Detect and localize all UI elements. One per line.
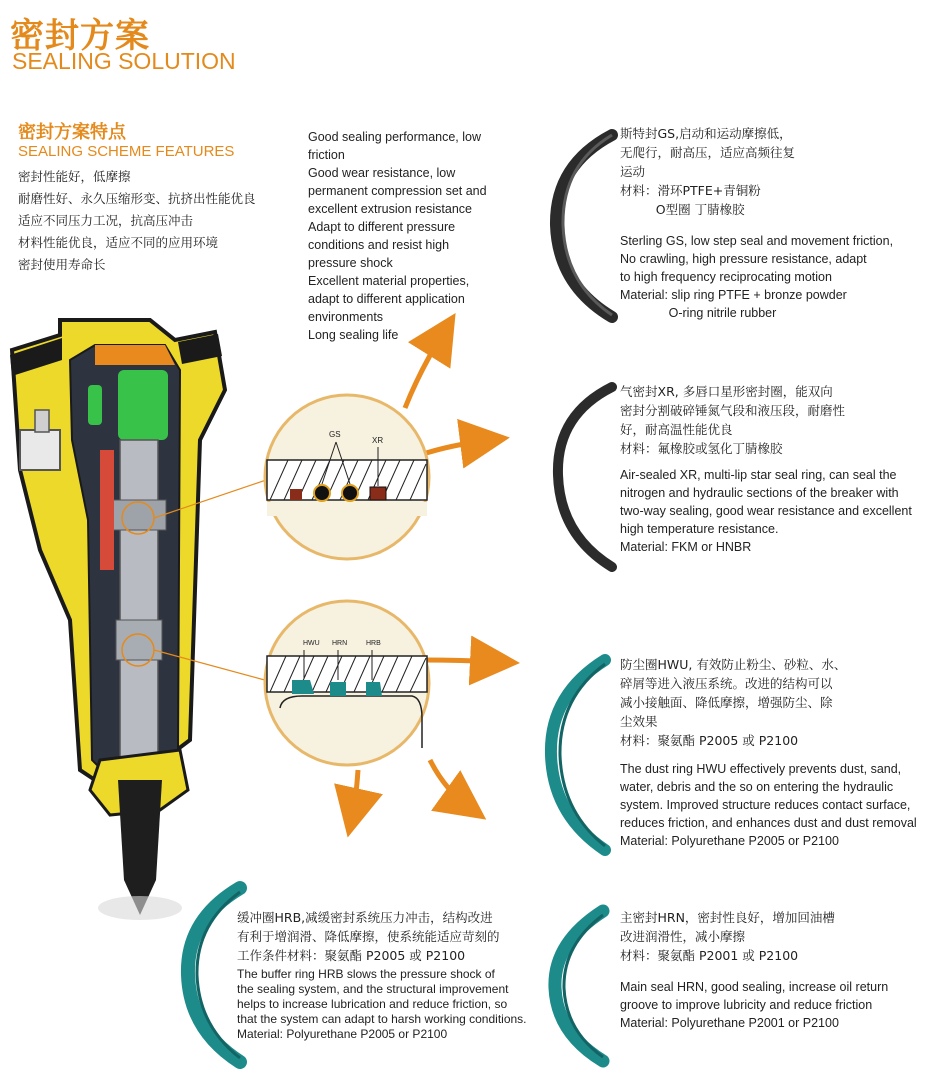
feature-item-en: friction	[308, 148, 345, 162]
seal-xr-en-line: two-way sealing, good wear resistance and excellent	[620, 504, 912, 518]
feature-item-en: Adapt to different pressure	[308, 220, 456, 234]
seal-ring-xr-image	[550, 375, 620, 575]
seal-hwu-en-line: reduces friction, and enhances dust and dust removal	[620, 816, 917, 830]
seal-hwu-en-line: Material: Polyurethane P2005 or P2100	[620, 834, 839, 848]
seal-gs-en-line: O-ring nitrile rubber	[620, 306, 777, 320]
seal-xr-cn-line: 密封分割破碎锤氮气段和液压段，耐磨性	[620, 403, 846, 418]
seal-gs-cn-line: 无爬行，耐高压，适应高频往复	[620, 145, 796, 160]
seal-hwu-cn-line: 减小接触面、降低摩擦，增强防尘、除	[620, 695, 833, 710]
seal-gs-en-line: Material: slip ring PTFE + bronze powder	[620, 288, 847, 302]
features-title-cn: 密封方案特点	[18, 122, 126, 143]
label-hwu: HWU	[303, 640, 320, 647]
page-title-cn: 密封方案	[10, 16, 150, 56]
seal-hrn-en-line: Material: Polyurethane P2001 or P2100	[620, 1016, 839, 1030]
feature-item-en: adapt to different application	[308, 292, 465, 306]
feature-item-en: Good wear resistance, low	[308, 166, 456, 180]
seal-hrn-cn-line: 主密封HRN，密封性良好，增加回油槽	[620, 910, 835, 925]
feature-item: 耐磨性好、永久压缩形变、抗挤出性能优良	[18, 191, 256, 206]
seal-gs-en-line: to high frequency reciprocating motion	[620, 270, 832, 284]
seal-gs-cn-line: 斯特封GS,启动和运动摩擦低，	[620, 126, 792, 141]
seal-hwu-cn-line: 碎屑等进入液压系统。改进的结构可以	[620, 676, 833, 691]
seal-hrb-en-line: helps to increase lubrication and reduce friction, so	[237, 997, 508, 1011]
label-gs: GS	[329, 430, 341, 439]
seal-gs-cn-line: 材料：滑环PTFE+青铜粉	[620, 183, 761, 198]
seal-xr-en-line: Material: FKM or HNBR	[620, 540, 752, 554]
seal-hwu-en-line: The dust ring HWU effectively prevents dust, sand,	[620, 762, 902, 776]
seal-xr-desc-en	[620, 466, 940, 556]
seal-hrb-cn-line: 工作条件材料：聚氨酯 P2005 或 P2100	[237, 948, 466, 963]
seal-xr-en-line: nitrogen and hydraulic sections of the breaker with	[620, 486, 899, 500]
feature-item-en: permanent compression set and	[308, 184, 487, 198]
seal-hwu-desc-cn	[620, 655, 930, 750]
seal-hrb-en-line: the sealing system, and the structural improvement	[237, 982, 509, 996]
seal-ring-hwu-image	[545, 650, 615, 860]
feature-item: 密封性能好，低摩擦	[18, 169, 131, 184]
seal-xr-cn-line: 好，耐高温性能优良	[620, 422, 733, 437]
feature-item-en: Excellent material properties,	[308, 274, 470, 288]
seal-hrb-desc-en	[237, 967, 557, 1042]
seal-gs-en-line: Sterling GS, low step seal and movement friction,	[620, 234, 894, 248]
seal-gs-desc-en	[620, 232, 940, 322]
label-xr: XR	[372, 436, 384, 445]
seal-hrn-cn-line: 材料：聚氨酯 P2001 或 P2100	[620, 948, 799, 963]
seal-gs-desc-cn	[620, 124, 920, 219]
seal-hwu-cn-line: 材料：聚氨酯 P2005 或 P2100	[620, 733, 799, 748]
seal-gs-cn-line: 运动	[620, 164, 646, 179]
page-title-en: SEALING SOLUTION	[12, 48, 236, 74]
seal-gs-cn-line: O型圈 丁腈橡胶	[620, 202, 745, 217]
seal-hwu-desc-en	[620, 760, 940, 850]
seal-hrb-cn-line: 有利于增润滑、降低摩擦，使系统能适应苛刻的	[237, 929, 500, 944]
seal-hrn-desc-en	[620, 978, 940, 1032]
feature-item-en: Good sealing performance, low	[308, 130, 482, 144]
seal-xr-cn-line: 气密封XR, 多唇口星形密封圈，能双向	[620, 384, 833, 399]
feature-item: 适应不同压力工况，抗高压冲击	[18, 213, 194, 228]
seal-hwu-cn-line: 尘效果	[620, 714, 658, 729]
feature-item-en: conditions and resist high	[308, 238, 450, 252]
detail-circle-gs-xr	[262, 392, 432, 562]
feature-item: 密封使用寿命长	[18, 257, 106, 272]
feature-item-en: environments	[308, 310, 384, 324]
feature-item: 材料性能优良，适应不同的应用环境	[18, 235, 219, 250]
seal-ring-gs-image	[550, 125, 620, 325]
features-title-en: SEALING SCHEME FEATURES	[18, 143, 235, 160]
seal-xr-desc-cn	[620, 382, 930, 458]
seal-hrb-en-line: that the system can adapt to harsh working conditions.	[237, 1012, 527, 1026]
seal-xr-cn-line: 材料：氟橡胶或氢化丁腈橡胶	[620, 441, 783, 456]
detail-circle-hwu-hrn-hrb	[262, 598, 432, 768]
seal-hwu-en-line: system. Improved structure reduces contact surface,	[620, 798, 911, 812]
label-hrb: HRB	[366, 640, 381, 647]
seal-hrb-cn-line: 缓冲圈HRB,减缓密封系统压力冲击，结构改进	[237, 910, 493, 925]
feature-item-en: pressure shock	[308, 256, 393, 270]
seal-hrn-desc-cn	[620, 908, 930, 965]
seal-hrn-cn-line: 改进润滑性，减小摩擦	[620, 929, 746, 944]
feature-item-en: excellent extrusion resistance	[308, 202, 472, 216]
seal-xr-en-line: high temperature resistance.	[620, 522, 779, 536]
seal-hrb-en-line: Material: Polyurethane P2005 or P2100	[237, 1027, 448, 1041]
seal-hrb-en-line: The buffer ring HRB slows the pressure shock of	[237, 967, 495, 981]
seal-hrn-en-line: groove to improve lubricity and reduce friction	[620, 998, 873, 1012]
feature-item-en: Long sealing life	[308, 328, 399, 342]
label-hrn: HRN	[332, 640, 348, 647]
seal-gs-en-line: No crawling, high pressure resistance, adapt	[620, 252, 867, 266]
seal-hwu-en-line: water, debris and the so on entering the hydraulic	[620, 780, 894, 794]
seal-hwu-cn-line: 防尘圈HWU, 有效防止粉尘、砂粒、水、	[620, 657, 847, 672]
seal-xr-en-line: Air-sealed XR, multi-lip star seal ring, can seal the	[620, 468, 897, 482]
seal-hrb-desc-cn	[237, 908, 567, 965]
seal-hrn-en-line: Main seal HRN, good sealing, increase oil return	[620, 980, 889, 994]
